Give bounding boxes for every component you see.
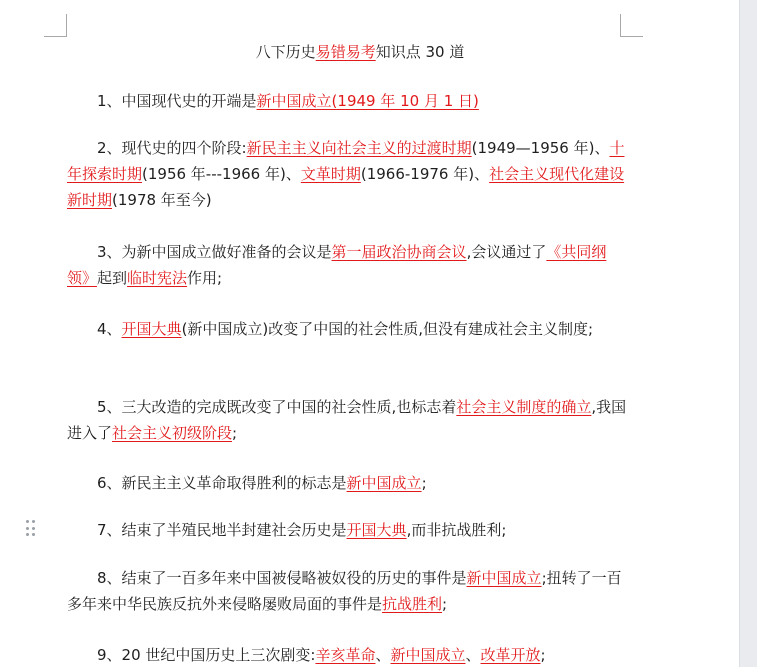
body-text: (1949—1956 年)、 xyxy=(471,139,610,157)
body-text: 4、 xyxy=(97,320,122,338)
body-text: 9、20 世纪中国历史上三次剧变: xyxy=(97,646,316,664)
body-text: 3、为新中国成立做好准备的会议是 xyxy=(97,243,332,261)
body-text: 8、结束了一百多年来中国被侵略被奴役的历史的事件是 xyxy=(97,569,467,587)
highlighted-keyword: 文革时期 xyxy=(300,165,361,183)
body-text: (1966-1976 年)、 xyxy=(360,165,490,183)
body-text: ; xyxy=(442,595,448,613)
drag-handle-icon[interactable] xyxy=(26,520,36,538)
paragraph-6 xyxy=(67,470,627,496)
body-text: ,而非抗战胜利; xyxy=(406,521,507,539)
paragraph-2 xyxy=(67,135,627,213)
highlighted-keyword: 新民主主义向社会主义的过渡时期 xyxy=(246,139,472,157)
body-text: (新中国成立)改变了中国的社会性质,但没有建成社会主义制度; xyxy=(181,320,594,338)
body-text: 作用; xyxy=(187,269,223,287)
highlighted-keyword: 开国大典 xyxy=(346,521,407,539)
body-text: 2、现代史的四个阶段: xyxy=(97,139,247,157)
body-text: (1978 年至今) xyxy=(112,191,212,209)
document-title xyxy=(0,41,720,62)
crop-mark-top-left xyxy=(44,14,67,37)
paragraph-3 xyxy=(67,239,627,291)
highlighted-keyword: 新中国成立 xyxy=(346,474,422,492)
crop-mark-top-right xyxy=(620,14,643,37)
paragraph-5 xyxy=(67,394,627,446)
body-text: 7、结束了半殖民地半封建社会历史是 xyxy=(97,521,347,539)
body-text: 起到 xyxy=(97,269,128,287)
body-text: (1956 年---1966 年)、 xyxy=(142,165,301,183)
highlighted-keyword: 《共同纲领》 xyxy=(67,243,607,287)
body-text: ,会议通过了 xyxy=(466,243,547,261)
paragraph-8 xyxy=(67,565,627,617)
highlighted-keyword: 新中国成立 xyxy=(390,646,466,664)
body-text: ;扭转了一百多年来中华民族反抗外来侵略屡败局面的事件是 xyxy=(67,569,622,613)
body-text: 知识点 30 道 xyxy=(375,43,465,61)
body-text: 、 xyxy=(465,646,481,664)
body-text: ; xyxy=(232,424,238,442)
highlighted-keyword: 新中国成立(1949 年 10 月 1 日) xyxy=(256,92,479,110)
body-text: ; xyxy=(421,474,427,492)
paragraph-7 xyxy=(67,517,627,543)
highlighted-keyword: 十年探索时期 xyxy=(67,139,625,183)
body-text: 八下历史 xyxy=(255,43,316,61)
highlighted-keyword: 开国大典 xyxy=(121,320,182,338)
highlighted-keyword: 辛亥革命 xyxy=(315,646,376,664)
highlighted-keyword: 抗战胜利 xyxy=(382,595,443,613)
body-text: 5、三大改造的完成既改变了中国的社会性质,也标志着 xyxy=(97,398,457,416)
body-text: 6、新民主主义革命取得胜利的标志是 xyxy=(97,474,347,492)
highlighted-keyword: 易错易考 xyxy=(315,43,376,61)
highlighted-keyword: 社会主义初级阶段 xyxy=(112,424,233,442)
highlighted-keyword: 改革开放 xyxy=(480,646,541,664)
scrollbar-track[interactable] xyxy=(739,0,757,667)
paragraph-9 xyxy=(67,642,627,667)
highlighted-keyword: 第一届政治协商会议 xyxy=(331,243,467,261)
body-text: ; xyxy=(540,646,546,664)
highlighted-keyword: 临时宪法 xyxy=(127,269,188,287)
body-text: ,我国进入了 xyxy=(67,398,627,442)
highlighted-keyword: 新中国成立 xyxy=(466,569,542,587)
highlighted-keyword: 社会主义制度的确立 xyxy=(456,398,592,416)
highlighted-keyword: 社会主义现代化建设新时期 xyxy=(67,165,625,209)
body-text: 、 xyxy=(375,646,391,664)
paragraph-4 xyxy=(67,316,627,342)
paragraph-1 xyxy=(67,88,627,114)
body-text: 1、中国现代史的开端是 xyxy=(97,92,257,110)
